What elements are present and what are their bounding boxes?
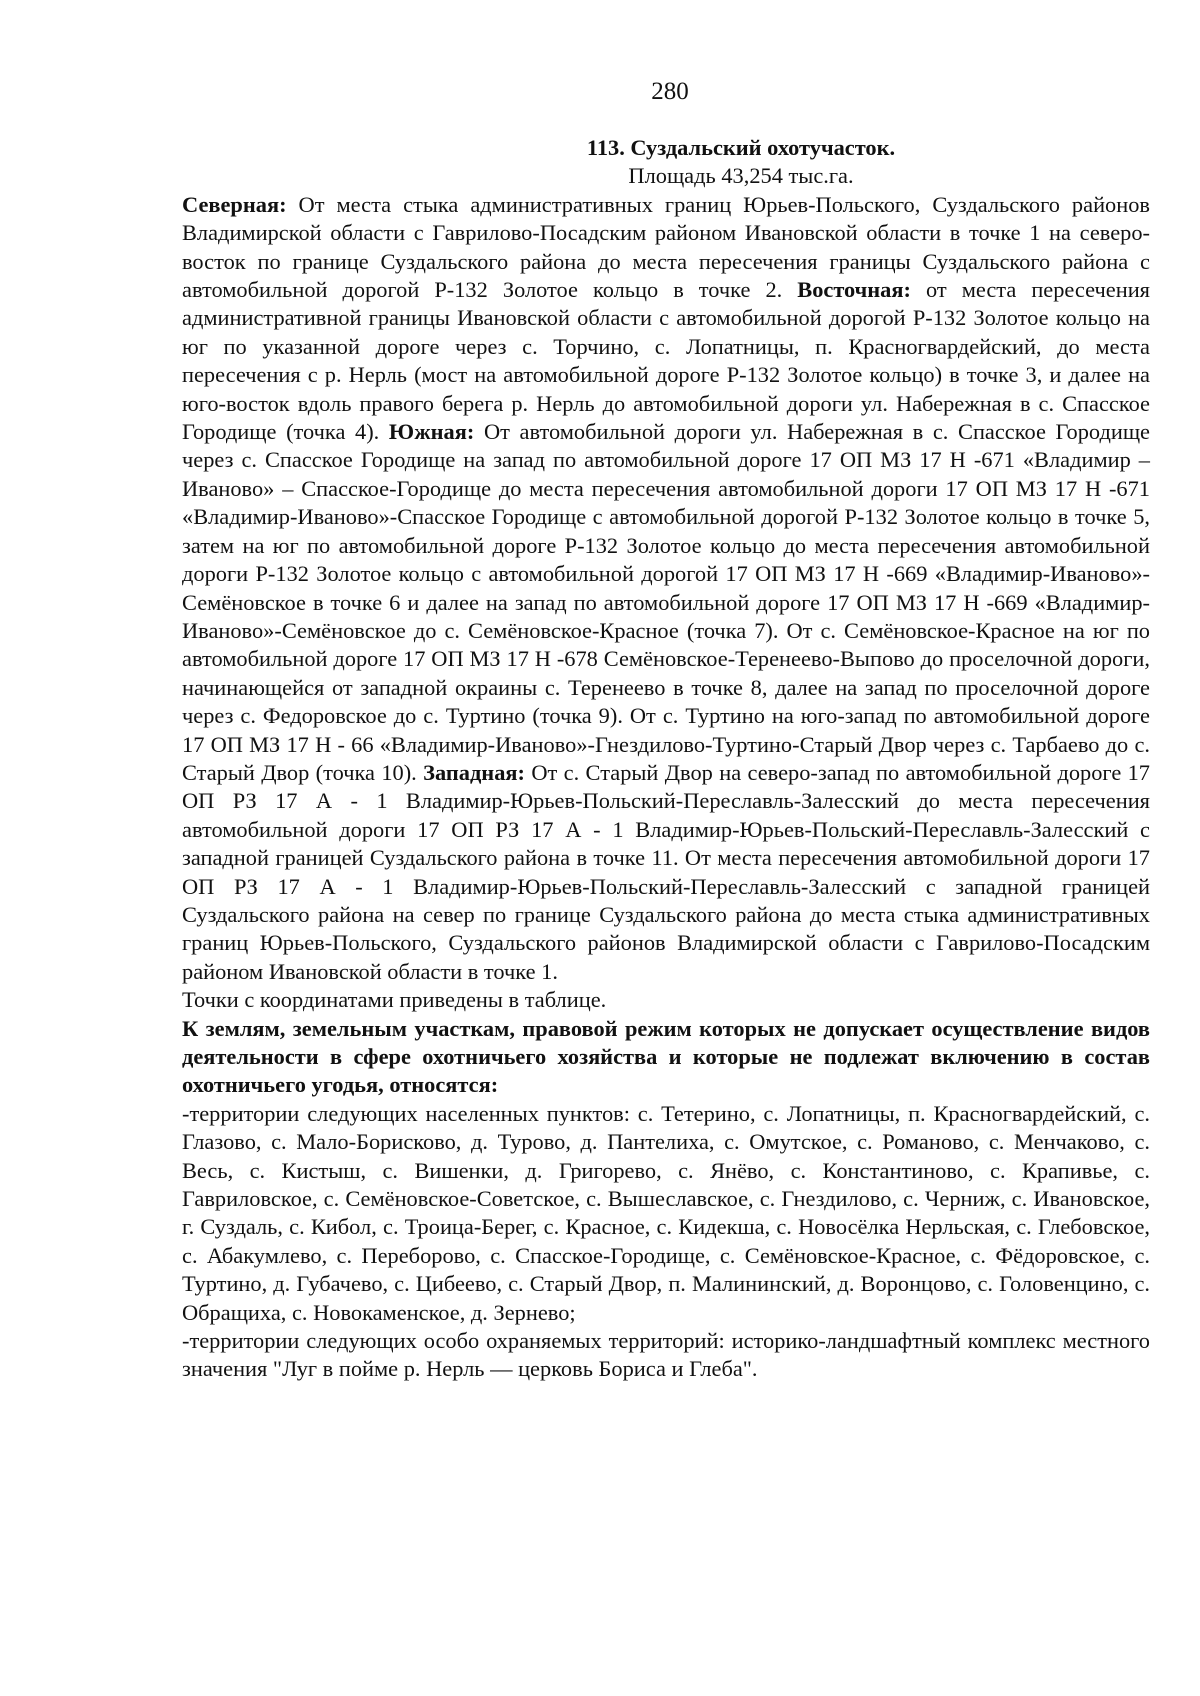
- page-number: 280: [651, 78, 689, 105]
- south-border-label: Южная:: [388, 419, 475, 445]
- section-title: 113. Суздальский охотучасток.: [586, 135, 896, 160]
- coordinates-note: Точки с координатами приведены в таблице.: [182, 987, 607, 1013]
- north-border-label: Северная:: [182, 191, 287, 217]
- document-body: [182, 134, 1150, 1384]
- west-border-text: От с. Старый Двор на северо-запад по автомобильной дороге 17 ОП РЗ 17 А - 1 Владимир-Юрьев-Польский-Переславль-Залесский до места пересечения автомобильной дороги 17 ОП РЗ 17 А - 1 Владимир-Юрьев-Польский-Переславль-Залесский с западной границей Суздальского района в точке 11. От места пересечения автомобильной дороги 17 ОП РЗ 17 А - 1 Владимир-Юрьев-Польский-Переславль-Залесский с западной границей Суздальского района на север по границе Суздальского района до места стыка административных границ Юрьев-Польского, Суздальского районов Владимирской области с Гаврилово-Посадским районом Ивановской области в точке 1.: [182, 759, 1151, 984]
- west-border-label: Западная:: [423, 759, 525, 785]
- east-border-text: от места пересечения административной границы Ивановской области с автомобильной дорогой Р-132 Золотое кольцо на юг по указанной дороге через с. Торчино, с. Лопатницы, п. Красногвардейский, до места пересечения с р. Нерль (мост на автомобильной дороге Р-132 Золотое кольцо) в точке 3, и далее на юго-восток вдоль правого берега р. Нерль до автомобильной дороги ул. Набережная в с. Спасское Городище (точка 4).: [182, 277, 1150, 445]
- borders-paragraph: [182, 191, 1150, 986]
- section-area: Площадь 43,254 тыс.га.: [628, 163, 854, 189]
- exclusions-heading: К землям, земельным участкам, правовой режим которых не допускает осуществление видов деятельности в сфере охотничьего хозяйства и которые не подлежат включению в состав охотничьего угодья, относятся:: [182, 1015, 1150, 1098]
- north-border-text: От места стыка административных границ Юрьев-Польского, Суздальского районов Владимирской области с Гаврилово-Посадским районом Ивановской области в точке 1 на северо-восток по границе Суздальского района до места пересечения границы Суздальского района с автомобильной дорогой Р-132 Золотое кольцо в точке 2.: [182, 191, 1150, 303]
- east-border-label: Восточная:: [797, 277, 911, 303]
- exclusions-protected: -территории следующих особо охраняемых территорий: историко-ландшафтный комплекс местного значения "Луг в пойме р. Нерль — церковь Бориса и Глеба".: [182, 1328, 1150, 1382]
- exclusions-settlements: -территории следующих населенных пунктов: с. Тетерино, с. Лопатницы, п. Красногвардейский, с. Глазово, с. Мало-Борисково, д. Турово, д. Пантелиха, с. Омутское, с. Романово, с. Менчаково, с. Весь, с. Кистыш, с. Вишенки, д. Григорево, с. Янёво, с. Константиново, с. Крапивье, с. Гавриловское, с. Семёновское-Советское, с. Вышеславское, с. Гнездилово, с. Черниж, с. Ивановское, г. Суздаль, с. Кибол, с. Троица-Берег, с. Красное, с. Кидекша, с. Новосёлка Нерльская, с. Глебовское, с. Абакумлево, с. Переборово, с. Спасское-Городище, с. Семёновское-Красное, с. Фёдоровское, с. Туртино, д. Губачево, с. Цибеево, с. Старый Двор, п. Малининский, д. Воронцово, с. Головенцино, с. Обращиха, с. Новокаменское, д. Зернево;: [182, 1100, 1150, 1325]
- south-border-text: От автомобильной дороги ул. Набережная в с. Спасское Городище через с. Спасское Городище на запад по автомобильной дороге 17 ОП МЗ 17 Н -671 «Владимир – Иваново» – Спасское-Городище до места пересечения автомобильной дороги 17 ОП МЗ 17 Н -671 «Владимир-Иваново»-Спасское Городище с автомобильной дорогой Р-132 Золотое кольцо в точке 5, затем на юг по автомобильной дороге Р-132 Золотое кольцо до места пересечения автомобильной дороги Р-132 Золотое кольцо с автомобильной дорогой 17 ОП МЗ 17 Н -669 «Владимир-Иваново»-Семёновское в точке 6 и далее на запад по автомобильной дороге 17 ОП МЗ 17 Н -669 «Владимир-Иваново»-Семёновское до с. Семёновское-Красное (точка 7). От с. Семёновское-Красное на юг по автомобильной дороге 17 ОП МЗ 17 Н -678 Семёновское-Теренеево-Выпово до проселочной дороги, начинающейся от западной окраины с. Теренеево в точке 8, далее на запад по проселочной дороге через с. Федоровское до с. Туртино (точка 9). От с. Туртино на юго-запад по автомобильной дороге 17 ОП МЗ 17 Н - 66 «Владимир-Иваново»-Гнездилово-Туртино-Старый Двор через с. Тарбаево до с. Старый Двор (точка 10).: [182, 419, 1150, 785]
